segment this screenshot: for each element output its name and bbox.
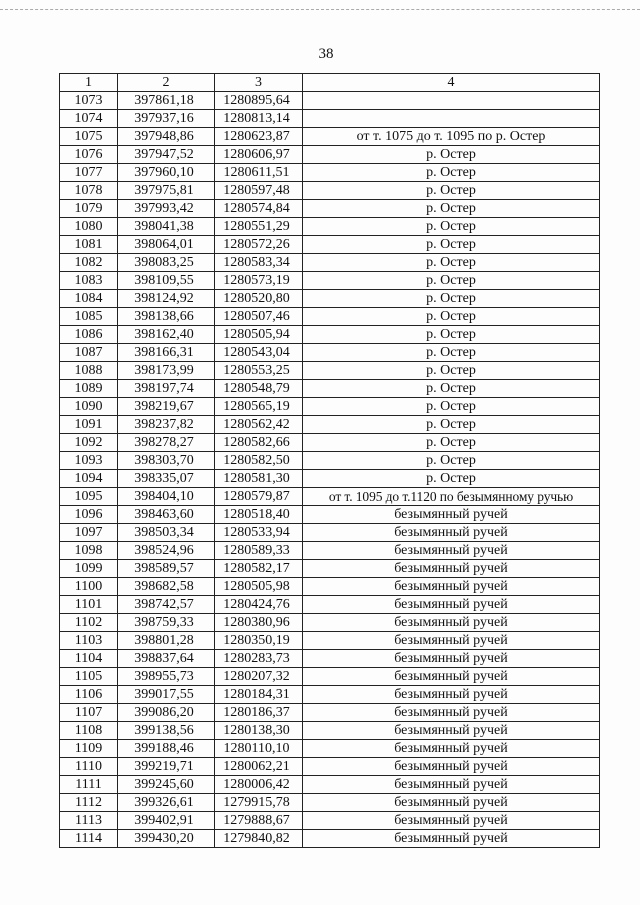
table-row (60, 632, 600, 650)
x-coordinate-cell: 398463,60 (118, 506, 215, 524)
y-coordinate-cell: 1280597,48 (215, 182, 303, 200)
y-coordinate-cell: 1280581,30 (215, 470, 303, 488)
point-number-cell: 1102 (60, 614, 118, 632)
description-cell: безымянный ручей (303, 560, 600, 578)
table-row (60, 596, 600, 614)
table-row (60, 380, 600, 398)
x-coordinate-cell: 398524,96 (118, 542, 215, 560)
y-coordinate-cell: 1279840,82 (215, 830, 303, 848)
y-coordinate-cell: 1279888,67 (215, 812, 303, 830)
header-cell-x: 2 (118, 74, 215, 92)
x-coordinate-cell: 398237,82 (118, 416, 215, 434)
description-cell: р. Остер (303, 380, 600, 398)
description-cell: р. Остер (303, 218, 600, 236)
point-number-cell: 1089 (60, 380, 118, 398)
point-number-cell: 1101 (60, 596, 118, 614)
description-cell: безымянный ручей (303, 668, 600, 686)
x-coordinate-cell: 399430,20 (118, 830, 215, 848)
point-number-cell: 1080 (60, 218, 118, 236)
y-coordinate-cell: 1280551,29 (215, 218, 303, 236)
description-cell: безымянный ручей (303, 830, 600, 848)
x-coordinate-cell: 399138,56 (118, 722, 215, 740)
point-number-cell: 1106 (60, 686, 118, 704)
y-coordinate-cell: 1280623,87 (215, 128, 303, 146)
table-row (60, 794, 600, 812)
y-coordinate-cell: 1280380,96 (215, 614, 303, 632)
description-cell: безымянный ручей (303, 524, 600, 542)
point-number-cell: 1084 (60, 290, 118, 308)
table-row (60, 326, 600, 344)
description-cell: р. Остер (303, 326, 600, 344)
x-coordinate-cell: 399017,55 (118, 686, 215, 704)
y-coordinate-cell: 1280543,04 (215, 344, 303, 362)
table-row (60, 92, 600, 110)
description-cell: безымянный ручей (303, 632, 600, 650)
point-number-cell: 1108 (60, 722, 118, 740)
description-cell: безымянный ручей (303, 812, 600, 830)
y-coordinate-cell: 1280582,17 (215, 560, 303, 578)
table-body (60, 92, 600, 848)
description-cell: безымянный ручей (303, 686, 600, 704)
x-coordinate-cell: 397937,16 (118, 110, 215, 128)
y-coordinate-cell: 1280562,42 (215, 416, 303, 434)
table-row (60, 686, 600, 704)
x-coordinate-cell: 397975,81 (118, 182, 215, 200)
y-coordinate-cell: 1280110,10 (215, 740, 303, 758)
x-coordinate-cell: 398109,55 (118, 272, 215, 290)
description-cell: р. Остер (303, 308, 600, 326)
y-coordinate-cell: 1280520,80 (215, 290, 303, 308)
point-number-cell: 1112 (60, 794, 118, 812)
point-number-cell: 1092 (60, 434, 118, 452)
x-coordinate-cell: 398801,28 (118, 632, 215, 650)
x-coordinate-cell: 398138,66 (118, 308, 215, 326)
x-coordinate-cell: 399245,60 (118, 776, 215, 794)
x-coordinate-cell: 398083,25 (118, 254, 215, 272)
table-row (60, 524, 600, 542)
header-cell-y: 3 (215, 74, 303, 92)
point-number-cell: 1075 (60, 128, 118, 146)
point-number-cell: 1096 (60, 506, 118, 524)
x-coordinate-cell: 398162,40 (118, 326, 215, 344)
y-coordinate-cell: 1280184,31 (215, 686, 303, 704)
x-coordinate-cell: 398955,73 (118, 668, 215, 686)
x-coordinate-cell: 397948,86 (118, 128, 215, 146)
description-cell: безымянный ручей (303, 740, 600, 758)
y-coordinate-cell: 1280507,46 (215, 308, 303, 326)
description-cell (303, 92, 600, 110)
table-row (60, 488, 600, 506)
x-coordinate-cell: 398335,07 (118, 470, 215, 488)
point-number-cell: 1073 (60, 92, 118, 110)
description-cell: р. Остер (303, 164, 600, 182)
y-coordinate-cell: 1280518,40 (215, 506, 303, 524)
point-number-cell: 1103 (60, 632, 118, 650)
y-coordinate-cell: 1280505,98 (215, 578, 303, 596)
y-coordinate-cell: 1280207,32 (215, 668, 303, 686)
scan-top-edge-line (0, 9, 640, 10)
y-coordinate-cell: 1279915,78 (215, 794, 303, 812)
x-coordinate-cell: 398837,64 (118, 650, 215, 668)
point-number-cell: 1109 (60, 740, 118, 758)
description-cell: безымянный ручей (303, 704, 600, 722)
table-row (60, 758, 600, 776)
table-row (60, 254, 600, 272)
x-coordinate-cell: 398197,74 (118, 380, 215, 398)
description-cell: безымянный ручей (303, 596, 600, 614)
x-coordinate-cell: 398166,31 (118, 344, 215, 362)
description-cell: безымянный ручей (303, 506, 600, 524)
point-number-cell: 1079 (60, 200, 118, 218)
description-cell: безымянный ручей (303, 758, 600, 776)
x-coordinate-cell: 397861,18 (118, 92, 215, 110)
x-coordinate-cell: 399188,46 (118, 740, 215, 758)
table-row (60, 308, 600, 326)
description-cell: безымянный ручей (303, 578, 600, 596)
table-row (60, 362, 600, 380)
x-coordinate-cell: 399326,61 (118, 794, 215, 812)
table-row (60, 506, 600, 524)
x-coordinate-cell: 399402,91 (118, 812, 215, 830)
y-coordinate-cell: 1280895,64 (215, 92, 303, 110)
description-cell: р. Остер (303, 434, 600, 452)
y-coordinate-cell: 1280006,42 (215, 776, 303, 794)
page-number: 38 (318, 46, 334, 62)
y-coordinate-cell: 1280579,87 (215, 488, 303, 506)
description-cell: р. Остер (303, 290, 600, 308)
description-cell: р. Остер (303, 452, 600, 470)
point-number-cell: 1100 (60, 578, 118, 596)
table-row (60, 236, 600, 254)
point-number-cell: 1095 (60, 488, 118, 506)
table-row (60, 560, 600, 578)
description-cell: р. Остер (303, 398, 600, 416)
table-row (60, 398, 600, 416)
table-row (60, 668, 600, 686)
y-coordinate-cell: 1280186,37 (215, 704, 303, 722)
point-number-cell: 1114 (60, 830, 118, 848)
coordinates-table (59, 73, 600, 848)
point-number-cell: 1085 (60, 308, 118, 326)
x-coordinate-cell: 399219,71 (118, 758, 215, 776)
point-number-cell: 1086 (60, 326, 118, 344)
table-row (60, 578, 600, 596)
description-cell: р. Остер (303, 470, 600, 488)
table-row (60, 542, 600, 560)
x-coordinate-cell: 398124,92 (118, 290, 215, 308)
table-row (60, 452, 600, 470)
description-cell: от т. 1075 до т. 1095 по р. Остер (303, 128, 600, 146)
description-cell (303, 110, 600, 128)
table-row (60, 470, 600, 488)
y-coordinate-cell: 1280589,33 (215, 542, 303, 560)
x-coordinate-cell: 398589,57 (118, 560, 215, 578)
table-row (60, 290, 600, 308)
point-number-cell: 1104 (60, 650, 118, 668)
y-coordinate-cell: 1280424,76 (215, 596, 303, 614)
table-row (60, 146, 600, 164)
y-coordinate-cell: 1280548,79 (215, 380, 303, 398)
table-row (60, 164, 600, 182)
description-cell: р. Остер (303, 272, 600, 290)
x-coordinate-cell: 398503,34 (118, 524, 215, 542)
y-coordinate-cell: 1280606,97 (215, 146, 303, 164)
table-row (60, 614, 600, 632)
y-coordinate-cell: 1280505,94 (215, 326, 303, 344)
x-coordinate-cell: 397960,10 (118, 164, 215, 182)
table-row (60, 218, 600, 236)
description-cell: безымянный ручей (303, 794, 600, 812)
y-coordinate-cell: 1280350,19 (215, 632, 303, 650)
table-row (60, 650, 600, 668)
description-cell: р. Остер (303, 200, 600, 218)
table-row (60, 110, 600, 128)
table-row (60, 812, 600, 830)
y-coordinate-cell: 1280582,50 (215, 452, 303, 470)
description-cell: р. Остер (303, 254, 600, 272)
description-cell: р. Остер (303, 146, 600, 164)
point-number-cell: 1105 (60, 668, 118, 686)
point-number-cell: 1088 (60, 362, 118, 380)
point-number-cell: 1111 (60, 776, 118, 794)
point-number-cell: 1083 (60, 272, 118, 290)
y-coordinate-cell: 1280573,19 (215, 272, 303, 290)
x-coordinate-cell: 398682,58 (118, 578, 215, 596)
table-row (60, 416, 600, 434)
x-coordinate-cell: 398041,38 (118, 218, 215, 236)
description-cell: от т. 1095 до т.1120 по безымянному ручью (303, 488, 600, 506)
point-number-cell: 1078 (60, 182, 118, 200)
description-cell: р. Остер (303, 182, 600, 200)
y-coordinate-cell: 1280565,19 (215, 398, 303, 416)
table-row (60, 704, 600, 722)
point-number-cell: 1082 (60, 254, 118, 272)
y-coordinate-cell: 1280574,84 (215, 200, 303, 218)
y-coordinate-cell: 1280138,30 (215, 722, 303, 740)
header-cell-description: 4 (303, 74, 600, 92)
description-cell: р. Остер (303, 344, 600, 362)
y-coordinate-cell: 1280553,25 (215, 362, 303, 380)
point-number-cell: 1074 (60, 110, 118, 128)
x-coordinate-cell: 398303,70 (118, 452, 215, 470)
description-cell: безымянный ручей (303, 776, 600, 794)
point-number-cell: 1093 (60, 452, 118, 470)
x-coordinate-cell: 398278,27 (118, 434, 215, 452)
description-cell: безымянный ручей (303, 542, 600, 560)
x-coordinate-cell: 398219,67 (118, 398, 215, 416)
x-coordinate-cell: 398064,01 (118, 236, 215, 254)
table-row (60, 830, 600, 848)
y-coordinate-cell: 1280062,21 (215, 758, 303, 776)
table-header-row (60, 74, 600, 92)
point-number-cell: 1098 (60, 542, 118, 560)
point-number-cell: 1097 (60, 524, 118, 542)
description-cell: р. Остер (303, 416, 600, 434)
y-coordinate-cell: 1280813,14 (215, 110, 303, 128)
table-row (60, 434, 600, 452)
point-number-cell: 1076 (60, 146, 118, 164)
table-row (60, 344, 600, 362)
description-cell: безымянный ручей (303, 650, 600, 668)
x-coordinate-cell: 397993,42 (118, 200, 215, 218)
description-cell: безымянный ручей (303, 614, 600, 632)
point-number-cell: 1091 (60, 416, 118, 434)
x-coordinate-cell: 398759,33 (118, 614, 215, 632)
point-number-cell: 1113 (60, 812, 118, 830)
point-number-cell: 1094 (60, 470, 118, 488)
table-row (60, 272, 600, 290)
point-number-cell: 1077 (60, 164, 118, 182)
description-cell: безымянный ручей (303, 722, 600, 740)
description-cell: р. Остер (303, 236, 600, 254)
x-coordinate-cell: 398742,57 (118, 596, 215, 614)
y-coordinate-cell: 1280582,66 (215, 434, 303, 452)
table-row (60, 722, 600, 740)
point-number-cell: 1099 (60, 560, 118, 578)
table-row (60, 776, 600, 794)
x-coordinate-cell: 399086,20 (118, 704, 215, 722)
y-coordinate-cell: 1280533,94 (215, 524, 303, 542)
x-coordinate-cell: 397947,52 (118, 146, 215, 164)
y-coordinate-cell: 1280611,51 (215, 164, 303, 182)
y-coordinate-cell: 1280283,73 (215, 650, 303, 668)
point-number-cell: 1087 (60, 344, 118, 362)
header-cell-point-number: 1 (60, 74, 118, 92)
x-coordinate-cell: 398404,10 (118, 488, 215, 506)
table-row (60, 128, 600, 146)
description-cell: р. Остер (303, 362, 600, 380)
point-number-cell: 1090 (60, 398, 118, 416)
table-row (60, 740, 600, 758)
point-number-cell: 1110 (60, 758, 118, 776)
x-coordinate-cell: 398173,99 (118, 362, 215, 380)
table-row (60, 200, 600, 218)
table-row (60, 182, 600, 200)
point-number-cell: 1107 (60, 704, 118, 722)
y-coordinate-cell: 1280583,34 (215, 254, 303, 272)
point-number-cell: 1081 (60, 236, 118, 254)
y-coordinate-cell: 1280572,26 (215, 236, 303, 254)
